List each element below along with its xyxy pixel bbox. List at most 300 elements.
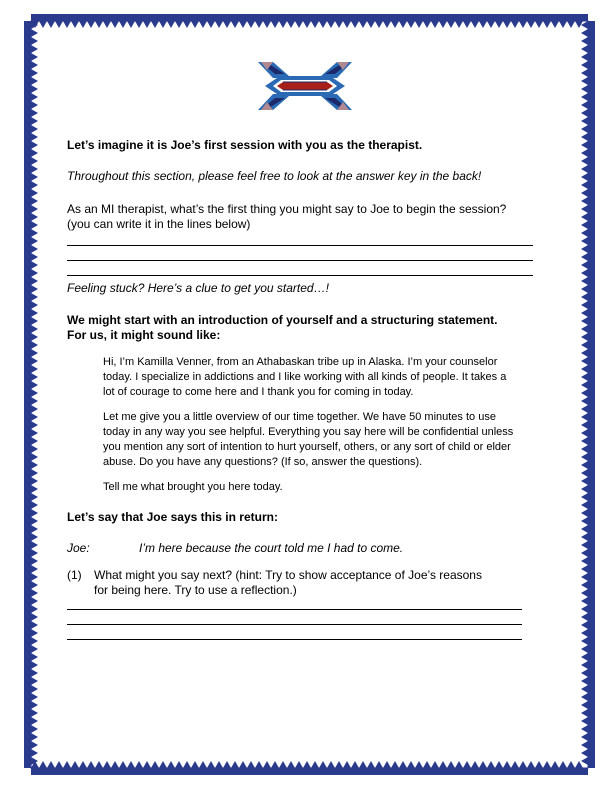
border-triangle [343,761,351,768]
border-triangle [63,761,71,768]
border-triangle [581,77,588,85]
border-triangle [581,573,588,581]
border-triangle [111,761,119,768]
border-triangle [31,557,38,565]
border-triangle [415,761,423,768]
border-triangle [191,21,199,28]
border-triangle [31,621,38,629]
border-triangle [581,445,588,453]
border-triangle [55,761,63,768]
answer-line[interactable] [67,624,522,625]
border-triangle [581,677,588,685]
border-triangle [327,761,335,768]
border-triangle [581,53,588,61]
border-triangle [31,733,38,741]
border-triangle [581,437,588,445]
border-triangle [31,325,38,333]
border-triangle [311,21,319,28]
border-triangle [31,141,38,149]
border-triangle [551,21,559,28]
border-triangle [581,141,588,149]
border-triangle [143,761,151,768]
border-triangle [495,761,503,768]
border-triangle [31,661,38,669]
border-triangle [319,21,327,28]
answer-line[interactable] [67,260,533,261]
intro-heading-line2: For us, it might sound like: [67,328,221,342]
border-triangle [31,333,38,341]
border-triangle [581,309,588,317]
border-triangle [311,761,319,768]
question1-line2: for being here. Try to use a reflection.) [94,583,297,597]
border-triangle [31,221,38,229]
sample-p1-line1: Hi, I’m Kamilla Venner, from an Athabaskan tribe up in Alaska. I’m your counselor [103,356,498,368]
border-left-pattern [31,21,38,765]
border-triangle [581,37,588,45]
border-triangle [31,45,38,53]
border-triangle [581,749,588,757]
border-triangle [151,21,159,28]
border-triangle [31,565,38,573]
border-triangle [31,125,38,133]
border-triangle [31,341,38,349]
border-triangle [239,21,247,28]
border-triangle [31,205,38,213]
border-triangle [581,685,588,693]
border-triangle [31,357,38,365]
border-triangle [581,253,588,261]
border-triangle [581,461,588,469]
border-triangle [31,653,38,661]
border-triangle [581,533,588,541]
border-triangle [31,597,38,605]
border-triangle [581,397,588,405]
border-triangle [581,421,588,429]
border-triangle [439,21,447,28]
border-triangle [175,21,183,28]
border-triangle [127,21,135,28]
answer-line[interactable] [67,609,522,610]
border-triangle [31,261,38,269]
border-triangle [31,741,38,749]
border-triangle [581,525,588,533]
border-triangle [581,733,588,741]
border-triangle [103,761,111,768]
border-triangle [567,21,575,28]
border-triangle [439,761,447,768]
border-triangle [31,229,38,237]
border-triangle [31,677,38,685]
border-triangle [335,21,343,28]
border-triangle [31,573,38,581]
border-triangle [581,469,588,477]
border-triangle [581,613,588,621]
answer-lines-question1[interactable] [67,609,522,654]
border-triangle [581,477,588,485]
border-triangle [295,761,303,768]
border-triangle [327,21,335,28]
border-triangle [31,501,38,509]
border-triangle [535,761,543,768]
border-triangle [31,253,38,261]
border-triangle [471,761,479,768]
border-triangle [215,761,223,768]
border-triangle [31,669,38,677]
border-triangle [581,149,588,157]
border-triangle [581,293,588,301]
border-triangle [287,21,295,28]
border-triangle [31,165,38,173]
border-triangle [271,21,279,28]
border-triangle [581,357,588,365]
border-triangle [581,165,588,173]
border-triangle [487,761,495,768]
border-triangle [359,21,367,28]
border-triangle [335,761,343,768]
border-triangle [31,309,38,317]
border-triangle [31,533,38,541]
border-triangle [581,413,588,421]
border-triangle [79,21,87,28]
page-heading: Let’s imagine it is Joe’s first session with you as the therapist. [67,138,423,152]
border-triangle [31,749,38,757]
border-triangle [581,701,588,709]
border-triangle [581,317,588,325]
border-triangle [519,21,527,28]
border-triangle [543,761,551,768]
border-triangle [581,661,588,669]
question-intro-line1: As an MI therapist, what’s the first thing you might say to Joe to begin the session? [67,202,507,216]
answer-line[interactable] [67,245,533,246]
border-triangle [279,21,287,28]
border-triangle [551,761,559,768]
border-triangle [581,117,588,125]
border-triangle [175,761,183,768]
border-triangle [31,381,38,389]
border-triangle [407,21,415,28]
border-triangle [47,21,55,28]
joe-line: I’m here because the court told me I had to come. [139,541,404,555]
border-triangle [431,21,439,28]
border-triangle [31,485,38,493]
border-triangle [31,581,38,589]
border-triangle [575,761,583,768]
tribal-pattern-logo [255,60,355,112]
border-triangle [287,761,295,768]
border-triangle [31,429,38,437]
border-triangle [31,117,38,125]
border-triangle [519,761,527,768]
border-triangle [103,21,111,28]
border-triangle [343,21,351,28]
border-triangle [581,501,588,509]
border-triangle [151,761,159,768]
border-triangle [247,761,255,768]
border-triangle [31,237,38,245]
border-triangle [581,109,588,117]
border-triangle [581,221,588,229]
border-triangle [31,317,38,325]
border-triangle [375,761,383,768]
border-triangle [71,761,79,768]
border-triangle [31,629,38,637]
border-triangle [581,517,588,525]
border-triangle [31,701,38,709]
border-triangle [581,301,588,309]
border-triangle [511,761,519,768]
border-triangle [167,21,175,28]
border-triangle [581,725,588,733]
border-triangle [581,709,588,717]
border-triangle [31,717,38,725]
border-triangle [223,761,231,768]
border-triangle [31,509,38,517]
border-triangle [95,761,103,768]
border-triangle [31,725,38,733]
border-triangle [559,21,567,28]
border-triangle [581,125,588,133]
border-triangle [31,413,38,421]
border-triangle [55,21,63,28]
border-triangle [581,669,588,677]
border-triangle [581,653,588,661]
border-triangle [31,605,38,613]
border-triangle [581,485,588,493]
border-triangle [31,173,38,181]
border-triangle [581,629,588,637]
border-triangle [31,53,38,61]
border-triangle [581,157,588,165]
border-triangle [263,21,271,28]
border-triangle [581,341,588,349]
border-triangle [87,761,95,768]
border-top-pattern [31,21,583,28]
border-triangle [581,541,588,549]
border-triangle [31,189,38,197]
border-triangle [183,761,191,768]
border-triangle [581,597,588,605]
border-triangle [503,21,511,28]
border-triangle [375,21,383,28]
border-triangle [581,229,588,237]
border-triangle [79,761,87,768]
border-triangle [255,761,263,768]
border-triangle [119,21,127,28]
border-triangle [239,761,247,768]
border-triangle [31,157,38,165]
question1-number: (1) [67,568,82,582]
border-triangle [199,761,207,768]
border-triangle [31,29,38,37]
border-triangle [407,761,415,768]
border-triangle [559,761,567,768]
border-triangle [319,761,327,768]
border-triangle [455,21,463,28]
border-triangle [535,21,543,28]
border-triangle [31,293,38,301]
border-triangle [143,21,151,28]
border-triangle [581,61,588,69]
sample-p1-line3: lot of courage to come here and I thank you for coming in today. [103,386,414,398]
border-triangle [31,437,38,445]
border-triangle [495,21,503,28]
border-triangle [31,61,38,69]
border-band [31,14,588,21]
border-triangle [581,181,588,189]
joe-heading: Let’s say that Joe says this in return: [67,510,278,524]
border-triangle [463,761,471,768]
border-triangle [303,21,311,28]
border-triangle [63,21,71,28]
answer-line[interactable] [67,639,522,640]
border-triangle [581,245,588,253]
border-triangle [31,349,38,357]
border-triangle [581,349,588,357]
border-triangle [31,477,38,485]
border-triangle [581,741,588,749]
border-triangle [191,761,199,768]
border-triangle [511,21,519,28]
border-triangle [581,69,588,77]
border-triangle [31,613,38,621]
border-triangle [31,517,38,525]
border-triangle [581,693,588,701]
border-triangle [543,21,551,28]
border-triangle [31,645,38,653]
clue-text: Feeling stuck? Here’s a clue to get you started…! [67,281,329,295]
border-triangle [581,133,588,141]
border-triangle [383,21,391,28]
border-triangle [247,21,255,28]
sample-p2-line4: abuse. Do you have any questions? (If so, answer the questions). [103,456,423,468]
border-triangle [31,197,38,205]
border-triangle [31,93,38,101]
border-triangle [581,645,588,653]
border-triangle [31,541,38,549]
border-triangle [581,93,588,101]
border-triangle [39,21,47,28]
border-triangle [31,589,38,597]
border-triangle [367,21,375,28]
border-triangle [581,637,588,645]
border-triangle [31,525,38,533]
border-triangle [581,589,588,597]
border-triangle [231,21,239,28]
border-triangle [31,421,38,429]
border-triangle [415,21,423,28]
sample-p1-line2: today. I specialize in addictions and I like working with all kinds of people. It takes a [103,371,507,383]
border-band [31,768,588,775]
border-triangle [581,373,588,381]
border-triangle [581,565,588,573]
border-triangle [463,21,471,28]
border-triangle [581,237,588,245]
border-triangle [423,761,431,768]
border-triangle [31,77,38,85]
border-triangle [581,261,588,269]
border-triangle [111,21,119,28]
border-triangle [215,21,223,28]
border-triangle [135,761,143,768]
sample-p2-line2: today in any way you see helpful. Everything you say here will be confidential unless [103,426,514,438]
border-triangle [31,397,38,405]
border-triangle [399,21,407,28]
border-triangle [119,761,127,768]
border-triangle [135,21,143,28]
border-bottom-pattern [31,761,583,768]
border-triangle [223,21,231,28]
border-triangle [231,761,239,768]
border-triangle [581,453,588,461]
border-triangle [31,373,38,381]
answer-line[interactable] [67,275,533,276]
border-triangle [31,709,38,717]
border-triangle [447,21,455,28]
border-triangle [31,637,38,645]
border-triangle [527,21,535,28]
border-triangle [31,445,38,453]
border-triangle [295,21,303,28]
border-triangle [31,389,38,397]
border-triangle [159,761,167,768]
question-intro-line2: (you can write it in the lines below) [67,217,251,231]
border-triangle [581,189,588,197]
border-triangle [567,761,575,768]
border-triangle [31,133,38,141]
border-triangle [31,549,38,557]
sample-p2-line1: Let me give you a little overview of our time together. We have 50 minutes to use [103,411,496,423]
border-triangle [581,213,588,221]
border-triangle [87,21,95,28]
border-triangle [581,365,588,373]
border-triangle [479,761,487,768]
border-triangle [31,109,38,117]
border-triangle [581,757,588,765]
border-triangle [31,453,38,461]
border-triangle [581,605,588,613]
border-triangle [581,85,588,93]
border-triangle [31,37,38,45]
border-triangle [581,29,588,37]
border-triangle [391,761,399,768]
border-triangle [581,101,588,109]
border-triangle [581,509,588,517]
border-triangle [581,381,588,389]
border-triangle [31,149,38,157]
border-triangle [581,333,588,341]
border-triangle [581,429,588,437]
border-triangle [31,469,38,477]
border-triangle [431,761,439,768]
sample-p2-line3: you mention any sort of intention to hurt yourself, others, or any sort of child or elder [103,441,511,453]
intro-heading-line1: We might start with an introduction of yourself and a structuring statement. [67,313,498,327]
border-triangle [167,761,175,768]
border-triangle [207,21,215,28]
border-triangle [367,761,375,768]
border-triangle [581,277,588,285]
border-triangle [199,21,207,28]
border-triangle [423,21,431,28]
border-triangle [31,685,38,693]
border-triangle [31,693,38,701]
border-triangle [581,557,588,565]
joe-speaker: Joe: [67,541,90,555]
border-triangle [71,21,79,28]
border-triangle [351,21,359,28]
border-triangle [207,761,215,768]
border-triangle [95,21,103,28]
border-triangle [447,761,455,768]
